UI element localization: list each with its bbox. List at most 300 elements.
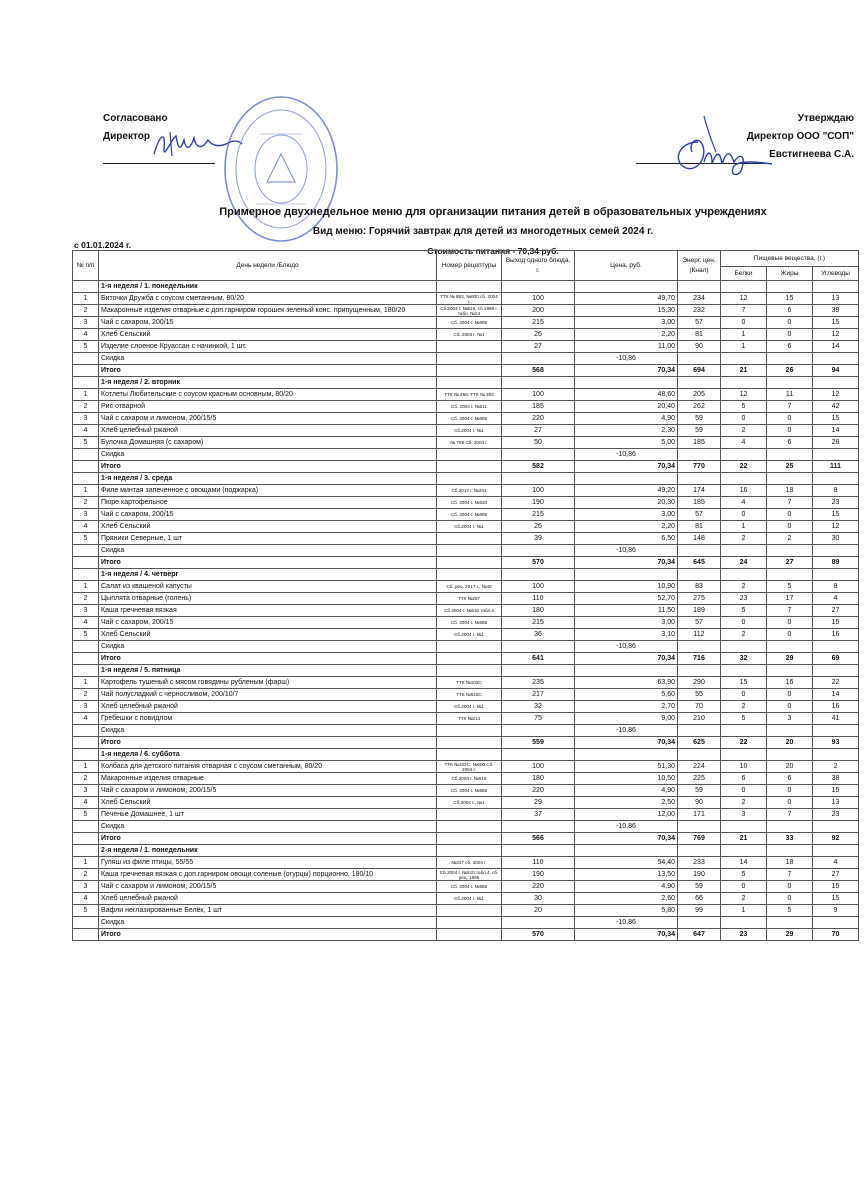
price: 4,90	[575, 413, 678, 425]
protein: 16	[721, 485, 767, 497]
energy: 57	[678, 317, 721, 329]
price: 10,90	[575, 581, 678, 593]
row-num: 1	[73, 485, 99, 497]
protein: 0	[721, 317, 767, 329]
carbs: 39	[813, 305, 859, 317]
recipe-number: Сб. 2004 г. №685	[437, 509, 502, 521]
table-row	[73, 689, 859, 701]
energy: 66	[678, 893, 721, 905]
recipe-number: Сб. 2004 г. №1	[437, 329, 502, 341]
energy: 59	[678, 425, 721, 437]
carbs: 15	[813, 617, 859, 629]
carbs: 2	[813, 761, 859, 773]
protein: 0	[721, 785, 767, 797]
fat: 6	[767, 773, 813, 785]
day-title: 1-я неделя / 5. пятница	[99, 665, 437, 677]
price: 2,50	[575, 797, 678, 809]
recipe-number: Сб.2004 г. №516	[437, 773, 502, 785]
energy: 148	[678, 533, 721, 545]
yield: 235	[502, 677, 575, 689]
table-row	[73, 521, 859, 533]
total-row	[73, 737, 859, 749]
fat: 0	[767, 689, 813, 701]
total-carbs: 93	[813, 737, 859, 749]
yield: 215	[502, 509, 575, 521]
protein: 0	[721, 881, 767, 893]
protein: 12	[721, 389, 767, 401]
protein: 7	[721, 305, 767, 317]
protein: 5	[721, 713, 767, 725]
total-yield: 566	[502, 833, 575, 845]
yield: 100	[502, 761, 575, 773]
fat: 2	[767, 533, 813, 545]
dish-name: Хлеб Сельский	[99, 329, 437, 341]
dish-name: Гребешки с повидлом	[99, 713, 437, 725]
recipe-number: Сб.2004 г. №510 табл.4	[437, 605, 502, 617]
yield: 220	[502, 881, 575, 893]
total-protein: 24	[721, 557, 767, 569]
day-title: 1-я неделя / 4. четверг	[99, 569, 437, 581]
discount-value: -10,86	[575, 449, 678, 461]
energy: 225	[678, 773, 721, 785]
table-row	[73, 329, 859, 341]
price: 5,80	[575, 905, 678, 917]
energy: 185	[678, 497, 721, 509]
discount-label: Скидка	[99, 821, 437, 833]
total-yield: 641	[502, 653, 575, 665]
recipe-number: ТТК № 286, ТТК № 362	[437, 389, 502, 401]
yield: 200	[502, 305, 575, 317]
energy: 81	[678, 521, 721, 533]
recipe-number: Сб.2004 г. №1	[437, 701, 502, 713]
dish-name: Хлеб Сельский	[99, 521, 437, 533]
row-num: 1	[73, 761, 99, 773]
table-row	[73, 533, 859, 545]
energy: 262	[678, 401, 721, 413]
discount-value: -10,86	[575, 725, 678, 737]
total-protein: 23	[721, 929, 767, 941]
recipe-number: ТТК №287	[437, 593, 502, 605]
fat: 16	[767, 677, 813, 689]
yield: 36	[502, 629, 575, 641]
approved-label-right: Утверждаю	[797, 113, 854, 124]
table-row	[73, 785, 859, 797]
dish-name: Чай с сахаром, 200/15	[99, 617, 437, 629]
total-protein: 22	[721, 737, 767, 749]
recipe-number: Сб. 2004 г. №685	[437, 317, 502, 329]
row-num: 3	[73, 413, 99, 425]
carbs: 15	[813, 413, 859, 425]
protein: 5	[721, 869, 767, 881]
dish-name: Картофель тушеный с мясом говядины рубленым (фарш)	[99, 677, 437, 689]
total-label: Итого	[99, 737, 437, 749]
row-num: 3	[73, 785, 99, 797]
price: 3,00	[575, 509, 678, 521]
fat: 15	[767, 293, 813, 305]
total-fat: 27	[767, 557, 813, 569]
carbs: 8	[813, 581, 859, 593]
day-header-row	[73, 569, 859, 581]
col-header-nutrients: Пищевые вещества, (г.)	[721, 251, 859, 267]
table-row	[73, 857, 859, 869]
row-num: 4	[73, 893, 99, 905]
menu-type: Вид меню: Горячий завтрак для детей из многодетных семей 2024 г.	[312, 226, 654, 237]
director-label-right: Директор ООО "СОП"	[746, 131, 854, 142]
fat: 0	[767, 701, 813, 713]
yield: 32	[502, 701, 575, 713]
row-num: 4	[73, 425, 99, 437]
day-title: 2-я неделя / 1. понедельник	[99, 845, 437, 857]
carbs: 14	[813, 689, 859, 701]
table-row	[73, 677, 859, 689]
price: 11,00	[575, 341, 678, 353]
dish-name: Хлеб Сельский	[99, 629, 437, 641]
row-num: 5	[73, 341, 99, 353]
discount-label: Скидка	[99, 725, 437, 737]
total-row	[73, 929, 859, 941]
yield: 20	[502, 905, 575, 917]
row-num: 1	[73, 677, 99, 689]
total-price: 70,34	[575, 929, 678, 941]
total-carbs: 69	[813, 653, 859, 665]
col-header-yield: Выход одного блюда, г.	[502, 251, 575, 281]
discount-row	[73, 725, 859, 737]
yield: 220	[502, 413, 575, 425]
carbs: 38	[813, 773, 859, 785]
yield: 190	[502, 869, 575, 881]
total-price: 70,34	[575, 365, 678, 377]
table-row	[73, 713, 859, 725]
fat: 7	[767, 497, 813, 509]
row-num: 5	[73, 809, 99, 821]
dish-name: Чай с сахаром, 200/15	[99, 317, 437, 329]
price: 4,90	[575, 785, 678, 797]
protein: 5	[721, 605, 767, 617]
recipe-number: ТТК №214	[437, 713, 502, 725]
price: 4,90	[575, 881, 678, 893]
day-header-row	[73, 377, 859, 389]
protein: 2	[721, 581, 767, 593]
yield: 37	[502, 809, 575, 821]
row-num: 3	[73, 881, 99, 893]
menu-table-body	[73, 281, 859, 941]
recipe-number: Сб.2004 г., №1	[437, 797, 502, 809]
day-title: 1-я неделя / 3. среда	[99, 473, 437, 485]
energy: 224	[678, 761, 721, 773]
carbs: 42	[813, 401, 859, 413]
energy: 83	[678, 581, 721, 593]
carbs: 27	[813, 869, 859, 881]
recipe-number: Сб.2004 г. №1	[437, 521, 502, 533]
price: 51,30	[575, 761, 678, 773]
official-seal-stamp	[222, 94, 340, 244]
dish-name: Хлеб целебный ржаной	[99, 425, 437, 437]
recipe-number: Сб.2004 г. №1	[437, 893, 502, 905]
fat: 11	[767, 389, 813, 401]
yield: 100	[502, 389, 575, 401]
fat: 0	[767, 425, 813, 437]
dish-name: Вафли неглазированные Белёк, 1 шт	[99, 905, 437, 917]
price: 20,40	[575, 401, 678, 413]
yield: 26	[502, 521, 575, 533]
price: 2,30	[575, 425, 678, 437]
table-row	[73, 617, 859, 629]
price: 20,30	[575, 497, 678, 509]
table-row	[73, 497, 859, 509]
discount-value: -10,86	[575, 353, 678, 365]
yield: 50	[502, 437, 575, 449]
energy: 185	[678, 437, 721, 449]
yield: 215	[502, 617, 575, 629]
fat: 18	[767, 485, 813, 497]
recipe-number: Сб.2004 г. №1	[437, 425, 502, 437]
price: 15,30	[575, 305, 678, 317]
fat: 7	[767, 869, 813, 881]
dish-name: Хлеб целебный ржаной	[99, 701, 437, 713]
recipe-number: Сб.2017 г. №231	[437, 485, 502, 497]
fat: 0	[767, 881, 813, 893]
recipe-number	[437, 533, 502, 545]
carbs: 4	[813, 857, 859, 869]
dish-name: Пюре картофельное	[99, 497, 437, 509]
table-row	[73, 437, 859, 449]
table-row	[73, 425, 859, 437]
table-row	[73, 893, 859, 905]
table-row	[73, 773, 859, 785]
col-header-num: № п/п	[73, 251, 99, 281]
total-carbs: 70	[813, 929, 859, 941]
protein: 0	[721, 413, 767, 425]
protein: 0	[721, 689, 767, 701]
total-label: Итого	[99, 929, 437, 941]
row-num: 4	[73, 713, 99, 725]
energy: 90	[678, 797, 721, 809]
fat: 0	[767, 521, 813, 533]
yield: 180	[502, 773, 575, 785]
protein: 5	[721, 401, 767, 413]
total-yield: 568	[502, 365, 575, 377]
total-energy: 645	[678, 557, 721, 569]
energy: 57	[678, 509, 721, 521]
total-fat: 25	[767, 461, 813, 473]
recipe-number: Сб. рец. 2017 г., №45	[437, 581, 502, 593]
total-price: 70,34	[575, 737, 678, 749]
yield: 26	[502, 329, 575, 341]
carbs: 15	[813, 509, 859, 521]
price: 3,00	[575, 617, 678, 629]
protein: 10	[721, 761, 767, 773]
total-protein: 32	[721, 653, 767, 665]
director-name: Евстигнеева С.А.	[769, 149, 854, 160]
table-row	[73, 701, 859, 713]
protein: 0	[721, 509, 767, 521]
total-yield: 559	[502, 737, 575, 749]
dish-name: Хлеб Сельский	[99, 797, 437, 809]
discount-row	[73, 821, 859, 833]
protein: 1	[721, 521, 767, 533]
discount-value: -10,86	[575, 917, 678, 929]
table-row	[73, 485, 859, 497]
protein: 15	[721, 677, 767, 689]
col-header-energy: Энерг. цен. (Кнал)	[678, 251, 721, 281]
discount-row	[73, 641, 859, 653]
fat: 18	[767, 857, 813, 869]
fat: 17	[767, 593, 813, 605]
protein: 2	[721, 533, 767, 545]
price: 2,60	[575, 893, 678, 905]
carbs: 12	[813, 329, 859, 341]
total-carbs: 89	[813, 557, 859, 569]
total-carbs: 92	[813, 833, 859, 845]
total-fat: 20	[767, 737, 813, 749]
price: 12,00	[575, 809, 678, 821]
recipe-number: Сб. 2004 г. №520	[437, 497, 502, 509]
dish-name: Котлеты Любительские с соусом красным основным, 80/20	[99, 389, 437, 401]
table-row	[73, 413, 859, 425]
carbs: 23	[813, 809, 859, 821]
row-num: 1	[73, 581, 99, 593]
carbs: 41	[813, 713, 859, 725]
total-energy: 694	[678, 365, 721, 377]
dish-name: Гуляш из филе птицы, 55/55	[99, 857, 437, 869]
carbs: 22	[813, 677, 859, 689]
recipe-number: Сб. 2004 г. №685	[437, 617, 502, 629]
dish-name: Филе минтая запеченное с овощами (поджарка)	[99, 485, 437, 497]
total-label: Итого	[99, 653, 437, 665]
carbs: 12	[813, 521, 859, 533]
total-energy: 769	[678, 833, 721, 845]
recipe-number: Сб.2004 г. №516, сб.1996 г. табл. №24	[437, 305, 502, 317]
protein: 1	[721, 341, 767, 353]
carbs: 15	[813, 893, 859, 905]
total-yield: 582	[502, 461, 575, 473]
fat: 20	[767, 761, 813, 773]
table-row	[73, 509, 859, 521]
protein: 14	[721, 857, 767, 869]
energy: 90	[678, 341, 721, 353]
carbs: 27	[813, 605, 859, 617]
row-num: 4	[73, 617, 99, 629]
dish-name: Каша гречневая вязкая с доп.гарниром овощи соленые (огурцы) порционно, 180/10	[99, 869, 437, 881]
meal-cost: Стоимость питания - 70,34 руб.	[427, 246, 559, 256]
price: 49,20	[575, 485, 678, 497]
fat: 0	[767, 413, 813, 425]
recipe-number: №437 сб. 2004 г.	[437, 857, 502, 869]
row-num: 4	[73, 521, 99, 533]
carbs: 16	[813, 629, 859, 641]
row-num: 4	[73, 797, 99, 809]
carbs: 15	[813, 785, 859, 797]
discount-label: Скидка	[99, 449, 437, 461]
energy: 59	[678, 785, 721, 797]
dish-name: Цыплята отварные (голень)	[99, 593, 437, 605]
table-row	[73, 869, 859, 881]
energy: 174	[678, 485, 721, 497]
protein: 12	[721, 293, 767, 305]
total-label: Итого	[99, 833, 437, 845]
price: 2,20	[575, 329, 678, 341]
row-num: 2	[73, 593, 99, 605]
day-title: 1-я неделя / 2. вторник	[99, 377, 437, 389]
total-price: 70,34	[575, 653, 678, 665]
yield: 75	[502, 713, 575, 725]
energy: 57	[678, 617, 721, 629]
recipe-number: Сб.2004 г. №510 табл.4, сб. рец. 1996	[437, 869, 502, 881]
menu-table	[72, 250, 859, 941]
protein: 23	[721, 593, 767, 605]
carbs: 15	[813, 881, 859, 893]
day-header-row	[73, 281, 859, 293]
fat: 0	[767, 797, 813, 809]
row-num: 5	[73, 629, 99, 641]
row-num: 2	[73, 869, 99, 881]
price: 2,20	[575, 521, 678, 533]
total-row	[73, 557, 859, 569]
protein: 4	[721, 497, 767, 509]
protein: 2	[721, 893, 767, 905]
dish-name: Макаронные изделия отварные с доп.гарниром горошек зеленый конс. припущенным, 180/20	[99, 305, 437, 317]
energy: 81	[678, 329, 721, 341]
price: 3,10	[575, 629, 678, 641]
yield: 100	[502, 293, 575, 305]
day-title: 1-я неделя / 6. суббота	[99, 749, 437, 761]
protein: 1	[721, 329, 767, 341]
row-num: 3	[73, 509, 99, 521]
carbs: 12	[813, 389, 859, 401]
page-title: Примерное двухнедельное меню для организации питания детей в образовательных учреждениях	[219, 206, 767, 218]
table-row	[73, 797, 859, 809]
energy: 70	[678, 701, 721, 713]
total-fat: 29	[767, 653, 813, 665]
protein: 2	[721, 425, 767, 437]
total-fat: 33	[767, 833, 813, 845]
row-num: 2	[73, 401, 99, 413]
total-protein: 22	[721, 461, 767, 473]
total-protein: 21	[721, 365, 767, 377]
yield: 27	[502, 341, 575, 353]
table-row	[73, 809, 859, 821]
day-header-row	[73, 665, 859, 677]
approved-label-left: Согласовано	[103, 113, 168, 124]
yield: 30	[502, 893, 575, 905]
total-price: 70,34	[575, 461, 678, 473]
dish-name: Биточки Дружба с соусом сметанным, 80/20	[99, 293, 437, 305]
row-num: 1	[73, 857, 99, 869]
energy: 233	[678, 857, 721, 869]
discount-value: -10,86	[575, 545, 678, 557]
fat: 7	[767, 401, 813, 413]
recipe-number: ТТК №103С, №600 Сб. 2004 г.	[437, 761, 502, 773]
price: 3,00	[575, 317, 678, 329]
yield: 100	[502, 581, 575, 593]
fat: 7	[767, 809, 813, 821]
energy: 234	[678, 293, 721, 305]
price: 54,40	[575, 857, 678, 869]
total-price: 70,34	[575, 833, 678, 845]
dish-name: Булочка Домашняя (с сахаром)	[99, 437, 437, 449]
recipe-number: ТТК № 853, №600 сб. 2004 г.	[437, 293, 502, 305]
fat: 0	[767, 317, 813, 329]
recipe-number: Сб. 2004 г. №686	[437, 881, 502, 893]
total-fat: 29	[767, 929, 813, 941]
dish-name: Чай с сахаром и лимоном, 200/15/5	[99, 785, 437, 797]
dish-name: Колбаса для детского питания отварная с соусом сметанным, 80/20	[99, 761, 437, 773]
total-label: Итого	[99, 365, 437, 377]
table-row	[73, 293, 859, 305]
fat: 0	[767, 509, 813, 521]
energy: 112	[678, 629, 721, 641]
fat: 0	[767, 629, 813, 641]
